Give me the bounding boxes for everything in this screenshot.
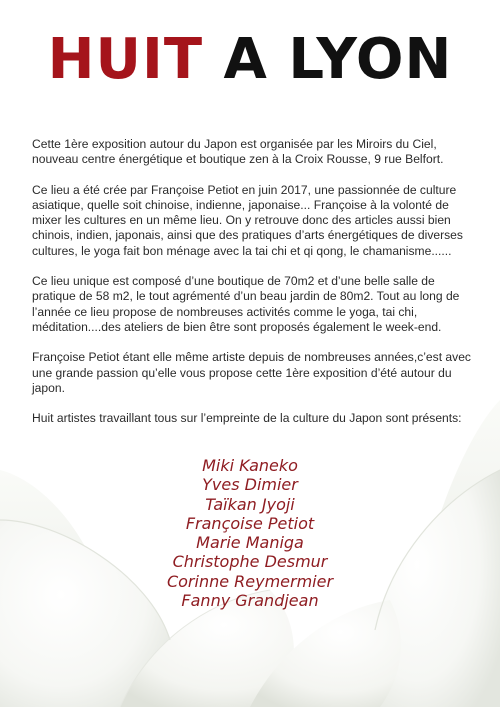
intro-text [32, 137, 472, 441]
title-black-part: A LYON [223, 27, 453, 92]
paragraph-artists-intro: Huit artistes travaillant tous sur l’empreinte de la culture du Japon sont présents: [32, 411, 462, 426]
title-red-part: HUIT [47, 27, 204, 92]
artist-name: Marie Maniga [196, 533, 304, 553]
artist-name: Yves Dimier [202, 475, 298, 495]
artist-name: Françoise Petiot [185, 513, 315, 533]
artist-name: Taïkan Jyoji [205, 494, 295, 514]
paragraph-exposition: Cette 1ère exposition autour du Japon est organisée par les Miroirs du Ciel, nouveau centre énergétique et boutique zen à la Croix Rousse, 9 rue Belfort. [32, 137, 444, 167]
artist-name: Fanny Grandjean [181, 591, 319, 611]
paragraph-francoise: Françoise Petiot étant elle même artiste depuis de nombreuses années,c’est avec une grande passion qu’elle vous propose cette 1ère exposition d’été autour du japon. [32, 350, 471, 395]
page-title [0, 24, 500, 96]
artist-list [0, 456, 500, 610]
paragraph-lieu-description: Ce lieu unique est composé d’une boutique de 70m2 et d’une belle salle de pratique de 58 m2, le tout agrémenté d’un beau jardin de 80m2. Tout au long de l’année ce lieu propose de nombreuses activités comme le yoga, tai chi, méditation....des ateliers de bien être sont proposés également le week-end. [32, 274, 460, 334]
artist-name: Miki Kaneko [202, 456, 298, 475]
artist-name: Christophe Desmur [172, 552, 328, 572]
artist-name: Corinne Reymermier [166, 571, 334, 591]
paragraph-lieu-creation: Ce lieu a été crée par Françoise Petiot en juin 2017, une passionnée de culture asiatique, quelle soit chinoise, indienne, japonaise... Françoise à la volonté de mixer les cultures en un même lieu. On y retrouve donc des articles aussi bien chinois, indien, japonais, ainsi que des pratiques d’arts énergétiques de diverses cultures, le yoga fait bon ménage avec la tai chi et qi qong, le chamanisme...... [32, 182, 463, 258]
